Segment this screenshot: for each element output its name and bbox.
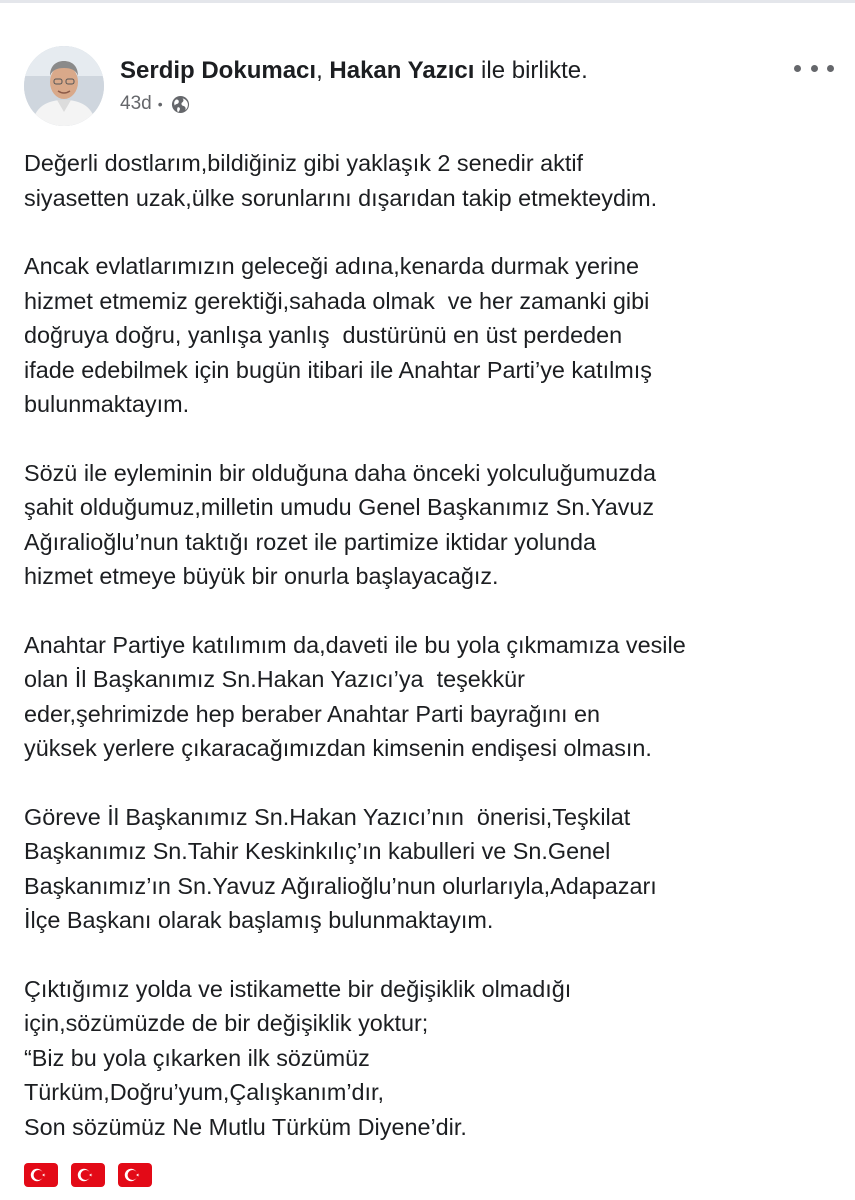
turkish-flag-icon — [24, 1163, 58, 1187]
post-paragraph: Ancak evlatlarımızın geleceği adına,kenarda durmak yerine hizmet etmemiz gerektiği,sahada olmak ve her zamanki gibi doğruya doğru, yanlışa yanlış dustürünü en üst perdeden ifade edebilmek için bugün itibari ile Anahtar Parti’ye katılmış bulunmaktayım. — [24, 253, 652, 417]
post-header — [24, 46, 834, 130]
post-paragraph: Çıktığımız yolda ve istikamette bir değişiklik olmadığı için,sözümüzde de bir değişiklik yoktur; “Biz bu yola çıkarken ilk sözümüz Türküm,Doğru’yum,Çalışkanım’dır, Son sözümüz Ne Mutlu Türküm Diyene’dir. — [24, 975, 572, 1140]
post-meta — [120, 92, 190, 116]
author-line — [120, 56, 588, 86]
post-body — [24, 146, 836, 1178]
more-dot — [811, 65, 818, 72]
meta-dot: • — [157, 96, 163, 112]
post-paragraph: Sözü ile eyleminin bir olduğuna daha önceki yolculuğumuzda şahit olduğumuz,milletin umudu Genel Başkanımız Sn.Yavuz Ağıralioğlu’nun taktığı rozet ile partimize iktidar yolunda hizmet etmeye büyük bir onurla başlayacağız. — [24, 459, 656, 589]
more-dot — [827, 65, 834, 72]
author-separator: , — [316, 57, 330, 84]
more-options-icon[interactable] — [794, 58, 834, 78]
with-text: ile birlikte. — [474, 57, 588, 84]
post-paragraph: Göreve İl Başkanımız Sn.Hakan Yazıcı’nın önerisi,Teşkilat Başkanımız Sn.Tahir Keskinkılıç’ın kabulleri ve Sn.Genel Başkanımız’ın Sn.Yavuz Ağıralioğlu’nun olurlarıyla,Adapazarı İlçe Başkanı olarak başlamış bulunmaktayım. — [24, 803, 657, 933]
flag-emoji-row — [24, 1163, 152, 1187]
post-paragraph: Değerli dostlarım,bildiğiniz gibi yaklaşık 2 senedir aktif siyasetten uzak,ülke sorunlarını dışarıdan takip etmekteydim. — [24, 150, 658, 211]
turkish-flag-icon — [71, 1163, 105, 1187]
tagged-user[interactable]: Hakan Yazıcı — [329, 57, 475, 84]
post-paragraph: Anahtar Partiye katılımım da,daveti ile bu yola çıkmamıza vesile olan İl Başkanımız Sn.Hakan Yazıcı’ya teşekkür eder,şehrimizde hep beraber Anahtar Parti bayrağını en yüksek yerlere çıkaracağımızdan kimsenin endişesi olmasın. — [24, 631, 686, 761]
globe-icon[interactable] — [171, 95, 190, 114]
turkish-flag-icon — [118, 1163, 152, 1187]
profile-photo — [24, 46, 104, 126]
top-divider — [0, 0, 855, 3]
more-dot — [794, 65, 801, 72]
post-time[interactable]: 43d — [120, 93, 152, 114]
author-name[interactable]: Serdip Dokumacı — [120, 57, 317, 84]
avatar[interactable] — [24, 46, 104, 126]
